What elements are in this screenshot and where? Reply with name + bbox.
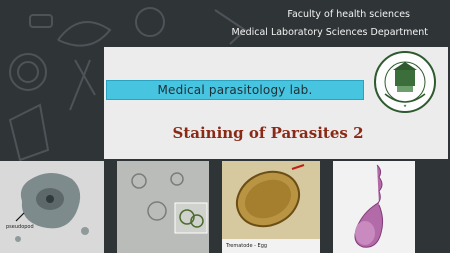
svg-text:★: ★ [403,103,407,108]
university-seal-icon [373,50,437,114]
pseudopod-label: pseudopod [6,224,34,230]
egg-caption: Trematode - Egg [226,243,268,249]
lab-title: Medical parasitology lab. [157,83,313,97]
lab-title-bar [106,80,364,100]
egg-image [222,161,320,253]
proglottid-image [333,161,415,253]
cyst-image [117,161,209,253]
faculty-name: Faculty of health sciences [287,9,410,20]
department-name: Medical Laboratory Sciences Department [231,27,428,38]
lecture-subtitle: Staining of Parasites 2 [172,124,364,142]
header [0,0,450,46]
amoeba-image [0,161,104,253]
